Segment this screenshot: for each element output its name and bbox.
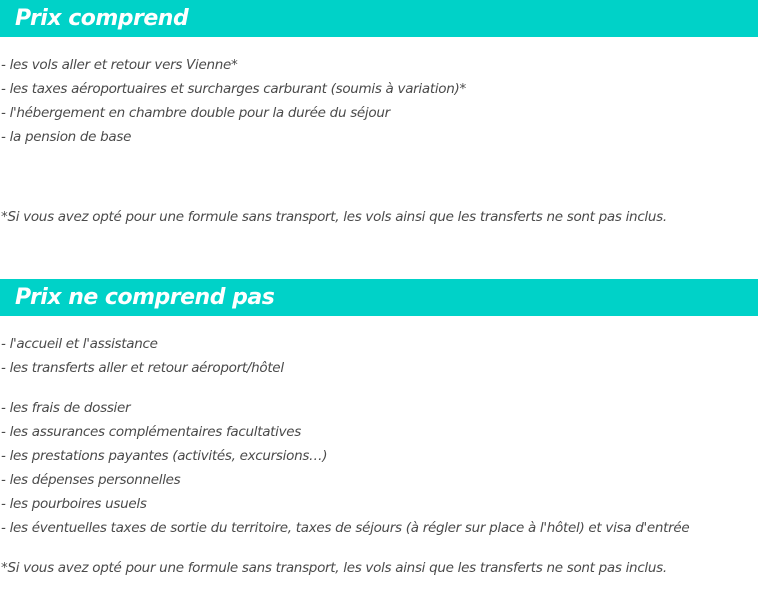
list-item: - les frais de dossier [1,400,131,416]
list-item: - les transferts aller et retour aéroport/hôtel [1,360,284,376]
list-item: - l'accueil et l'assistance [1,336,158,352]
section-title: Prix comprend [15,6,189,31]
section-header-included [0,0,758,37]
section-title: Prix ne comprend pas [15,285,275,310]
list-item: - les pourboires usuels [1,496,147,512]
transport-note: *Si vous avez opté pour une formule sans transport, les vols ainsi que les transferts ne sont pas inclus. [1,209,667,225]
list-item: - les éventuelles taxes de sortie du territoire, taxes de séjours (à régler sur place à l'hôtel) et visa d'entrée [1,520,690,536]
list-item: - les taxes aéroportuaires et surcharges carburant (soumis à variation)* [1,81,466,97]
section-header-not-included [0,279,758,316]
transport-note: *Si vous avez opté pour une formule sans transport, les vols ainsi que les transferts ne sont pas inclus. [1,560,667,576]
list-item: - les vols aller et retour vers Vienne* [1,57,238,73]
list-item: - l'hébergement en chambre double pour la durée du séjour [1,105,390,121]
list-item: - les dépenses personnelles [1,472,181,488]
list-item: - la pension de base [1,129,132,145]
list-item: - les assurances complémentaires facultatives [1,424,302,440]
list-item: - les prestations payantes (activités, excursions…) [1,448,328,464]
